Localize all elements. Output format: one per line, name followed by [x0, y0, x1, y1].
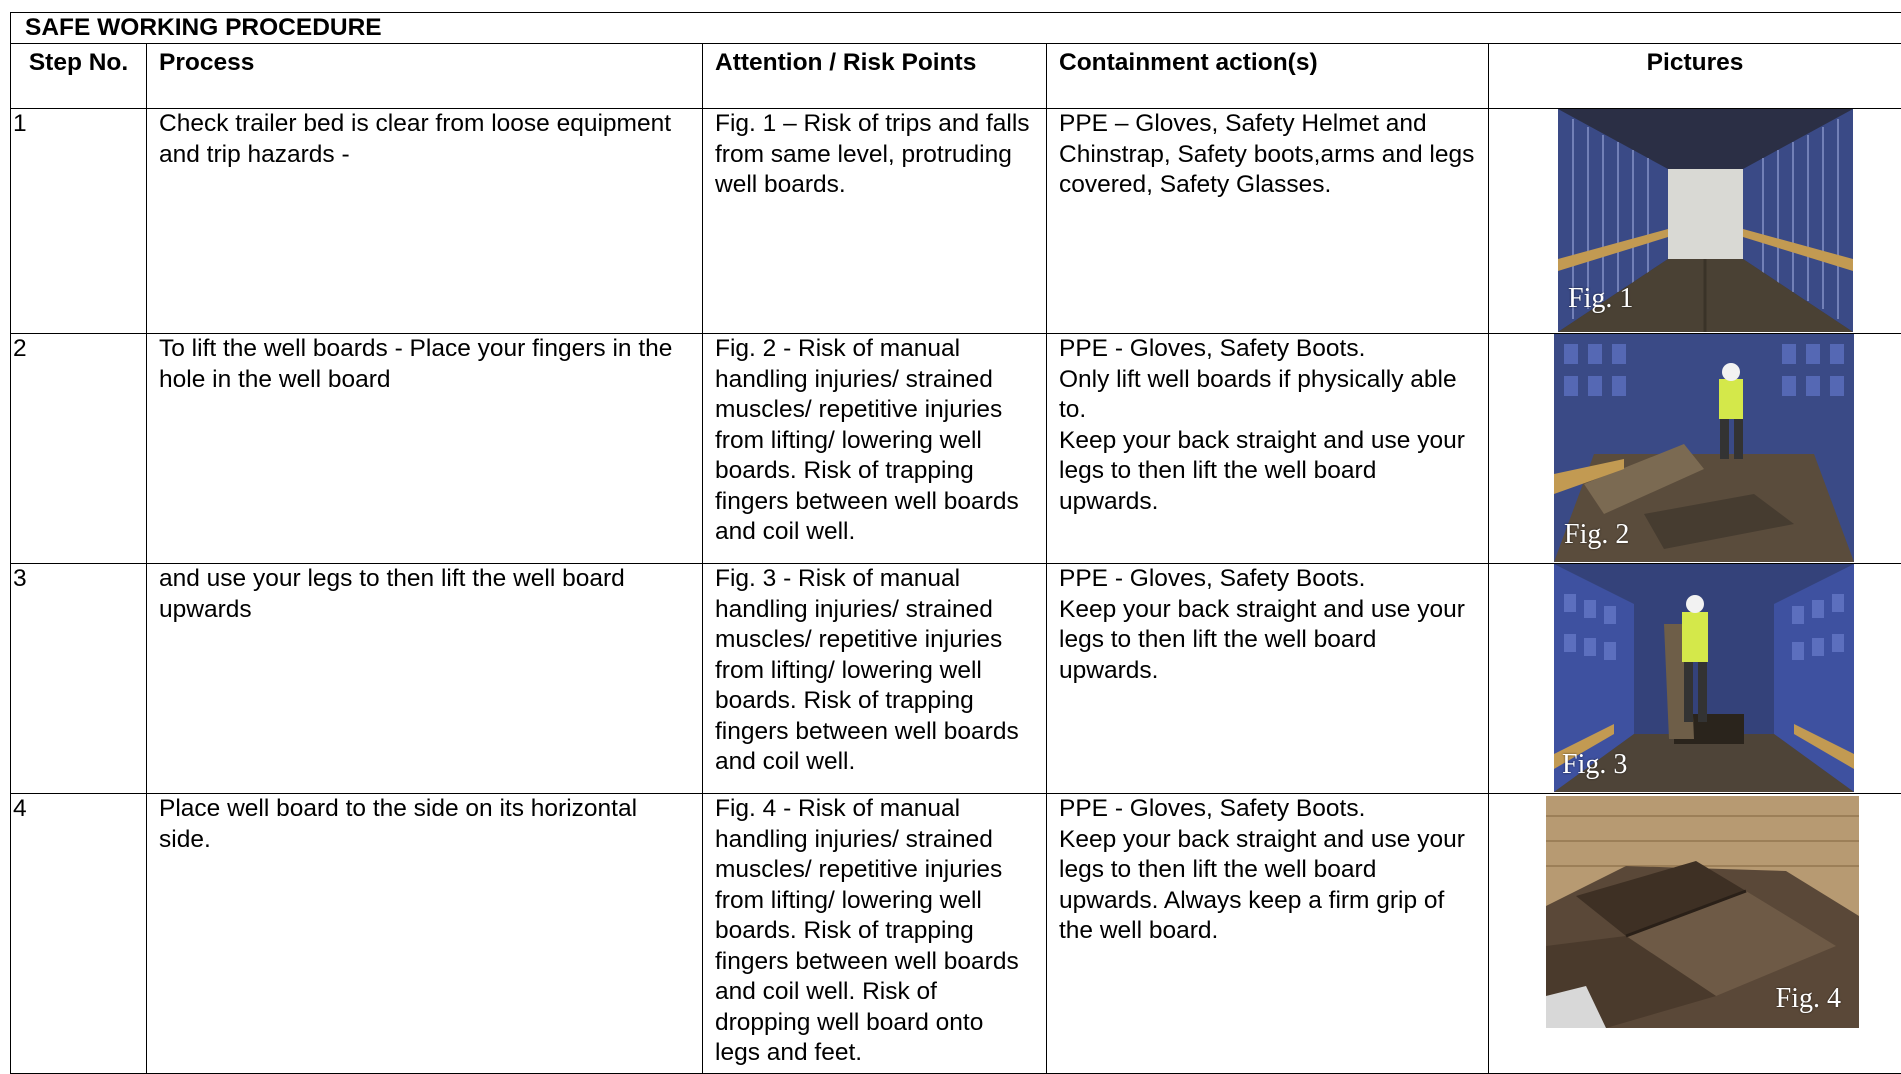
- header-step-label: Step No.: [29, 49, 128, 76]
- document-title: SAFE WORKING PROCEDURE: [11, 13, 1901, 44]
- containment-text: [1047, 109, 1489, 334]
- process-text: and use your legs to then lift the well board upwards: [147, 564, 703, 794]
- containment-text: [1047, 334, 1489, 564]
- risk-text: Fig. 2 - Risk of manual handling injuries/ strained muscles/ repetitive injuries from lifting/ lowering well boards. Risk of trapping fingers between well boards and coil well.: [703, 334, 1047, 564]
- picture-cell: [1489, 109, 1901, 334]
- table-row: [11, 564, 1901, 794]
- header-pictures: Pictures: [1489, 44, 1901, 109]
- figure-label: Fig. 4: [1776, 984, 1841, 1015]
- picture-cell: [1489, 794, 1901, 1074]
- risk-text: Fig. 1 – Risk of trips and falls from same level, protruding well boards.: [703, 109, 1047, 334]
- header-row: [11, 44, 1901, 109]
- containment-line: PPE – Gloves, Safety Helmet and Chinstrap, Safety boots,arms and legs covered, Safety Glasses.: [1059, 109, 1476, 201]
- picture-cell: [1489, 334, 1901, 564]
- step-number: 1: [11, 109, 147, 334]
- process-text: Check trailer bed is clear from loose equipment and trip hazards -: [147, 109, 703, 334]
- figure-label: Fig. 3: [1562, 750, 1627, 781]
- containment-line: PPE - Gloves, Safety Boots.: [1059, 794, 1476, 825]
- header-step-no: [11, 44, 147, 109]
- containment-line: Keep your back straight and use your legs to then lift the well board upwards. Always keep a firm grip of the well board.: [1059, 825, 1476, 947]
- header-process: Process: [147, 44, 703, 109]
- risk-text: Fig. 4 - Risk of manual handling injuries/ strained muscles/ repetitive injuries from lifting/ lowering well boards. Risk of trapping fingers between well boards and coil well. Risk of dropping well board onto legs and feet.: [703, 794, 1047, 1074]
- figure-label: Fig. 1: [1568, 284, 1633, 315]
- containment-line: Keep your back straight and use your legs to then lift the well board upwards.: [1059, 426, 1476, 518]
- risk-text: Fig. 3 - Risk of manual handling injuries/ strained muscles/ repetitive injuries from lifting/ lowering well boards. Risk of trapping fingers between well boards and coil well.: [703, 564, 1047, 794]
- title-row: [11, 13, 1901, 44]
- table-row: [11, 109, 1901, 334]
- containment-line: PPE - Gloves, Safety Boots.: [1059, 334, 1476, 365]
- containment-line: Only lift well boards if physically able to.: [1059, 365, 1476, 426]
- figure-label: Fig. 2: [1564, 520, 1629, 551]
- step-number: 4: [11, 794, 147, 1074]
- containment-text: [1047, 564, 1489, 794]
- table-row: [11, 334, 1901, 564]
- header-risk-points: Attention / Risk Points: [703, 44, 1047, 109]
- containment-text: [1047, 794, 1489, 1074]
- header-containment: Containment action(s): [1047, 44, 1489, 109]
- table-row: [11, 794, 1901, 1074]
- step-number: 3: [11, 564, 147, 794]
- containment-line: PPE - Gloves, Safety Boots.: [1059, 564, 1476, 595]
- process-text: Place well board to the side on its horizontal side.: [147, 794, 703, 1074]
- process-text: To lift the well boards - Place your fingers in the hole in the well board: [147, 334, 703, 564]
- safe-working-procedure-table: [10, 12, 1901, 1074]
- containment-line: Keep your back straight and use your legs to then lift the well board upwards.: [1059, 595, 1476, 687]
- raised-well-board-photo: [1554, 564, 1854, 792]
- trailer-bed-photo: [1558, 109, 1853, 332]
- step-number: 2: [11, 334, 147, 564]
- lifting-well-board-photo: [1554, 334, 1854, 562]
- well-board-on-side-photo: [1546, 796, 1859, 1028]
- picture-cell: [1489, 564, 1901, 794]
